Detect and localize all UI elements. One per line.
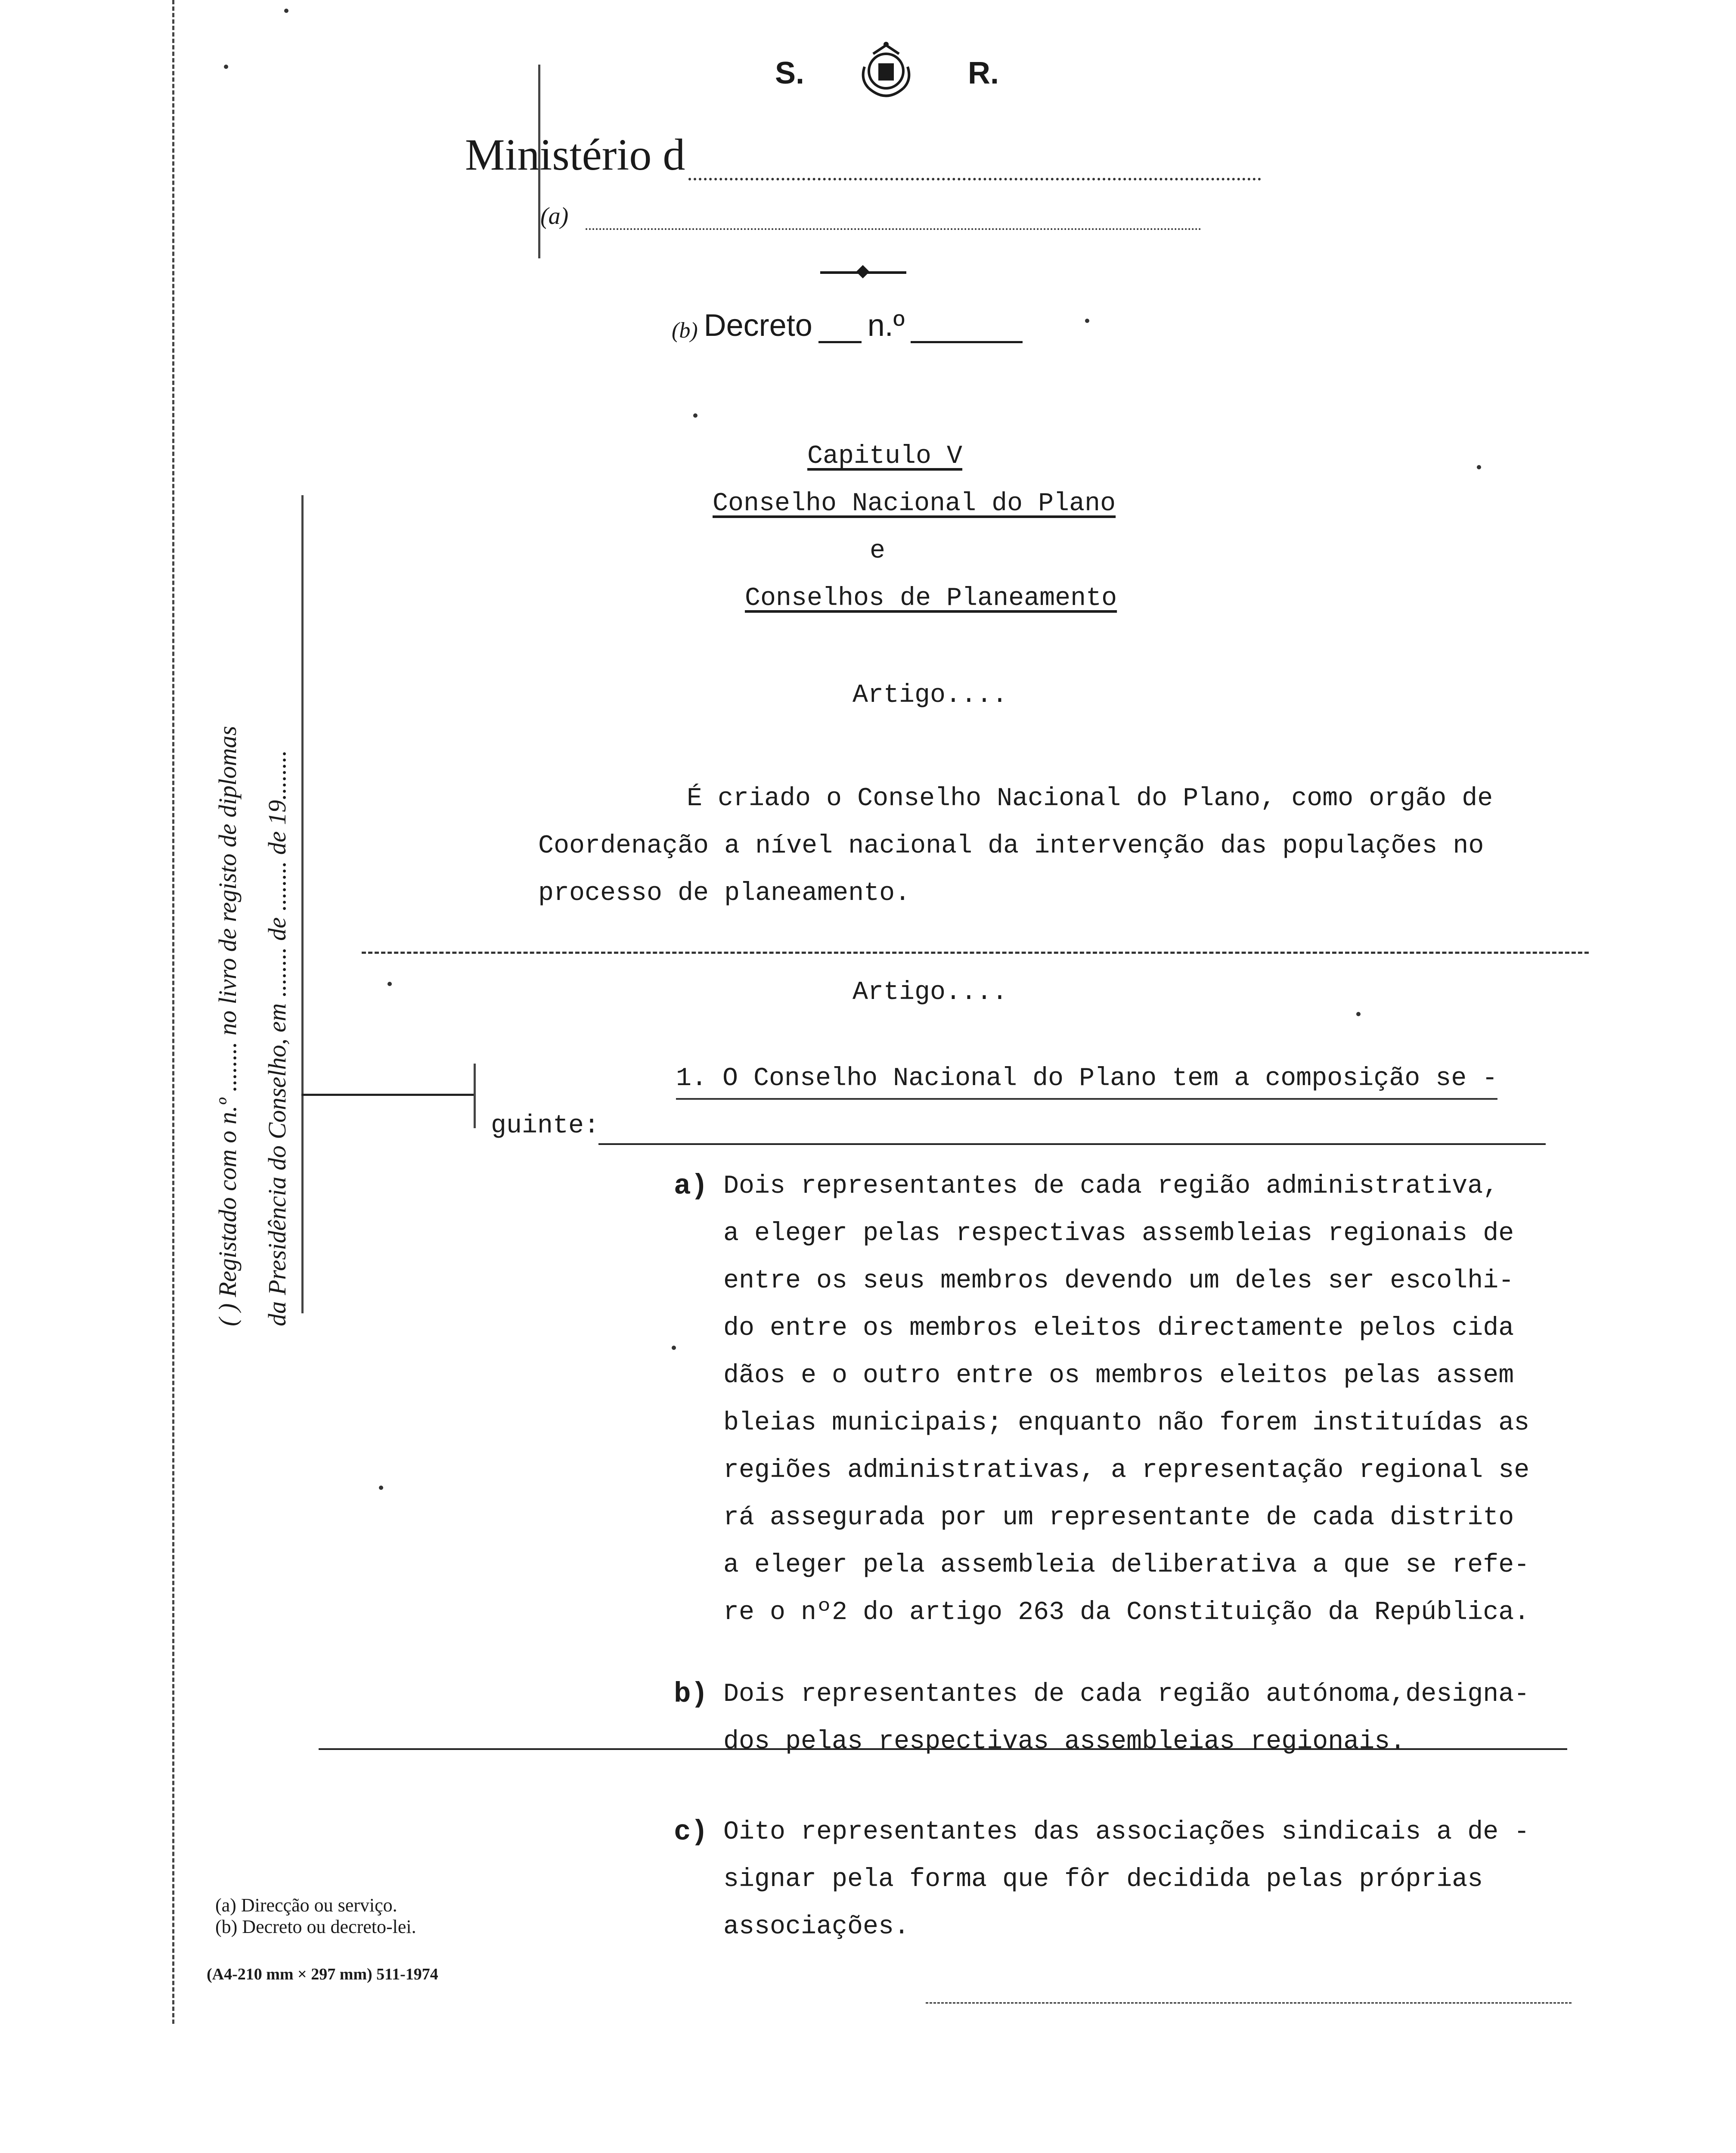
margin-rule	[301, 495, 304, 1313]
artigo2-label: Artigo....	[852, 978, 1008, 1007]
scan-speck	[379, 1486, 383, 1490]
item-a-line-3: do entre os membros eleitos directamente pelos cida	[723, 1314, 1514, 1343]
item-c-marker: c)	[674, 1816, 708, 1848]
item-b-marker: b)	[674, 1678, 708, 1710]
item-a-line-0: Dois representantes de cada região administrativa,	[723, 1172, 1499, 1201]
item-b-line-1: dos pelas respectivas assembleias regionais.	[723, 1727, 1406, 1756]
chapter-line1: Conselho Nacional do Plano	[713, 489, 1116, 518]
service-blank[interactable]	[586, 228, 1201, 230]
margin-tick	[474, 1064, 476, 1128]
header-sr	[775, 41, 999, 105]
scan-speck	[693, 413, 698, 418]
chapter-title: Capitulo V	[807, 442, 963, 471]
chapter-line2: e	[870, 537, 886, 566]
ornament-divider	[820, 271, 906, 277]
decreto-line	[672, 308, 1029, 343]
item-c-line-0: Oito representantes das associações sindicais a de -	[723, 1818, 1530, 1847]
footnote-a: (a) Direcção ou serviço.	[215, 1895, 397, 1916]
item-a-line-1: a eleger pelas respectivas assembleias regionais de	[723, 1219, 1514, 1248]
item-c-line-2: associações.	[723, 1912, 910, 1942]
chapter-line3: Conselhos de Planeamento	[745, 584, 1117, 613]
item-a-line-8: a eleger pela assembleia deliberativa a que se refe-	[723, 1551, 1530, 1580]
numero-label: n.º	[867, 308, 905, 343]
scan-speck	[284, 9, 288, 13]
item-a-marker: a)	[674, 1170, 708, 1202]
artigo2-item1-a: 1. O Conselho Nacional do Plano tem a composição se -	[676, 1059, 1497, 1100]
scan-speck	[224, 65, 228, 69]
item-b-line-0: Dois representantes de cada região autónoma,designa-	[723, 1680, 1530, 1709]
margin-cross-rule	[301, 1094, 474, 1096]
decreto-number-blank[interactable]	[911, 341, 1023, 343]
ministerio-blank[interactable]	[688, 178, 1261, 180]
item-a-line-4: dãos e o outro entre os membros eleitos pelas assem	[723, 1361, 1514, 1390]
decreto-type-blank[interactable]	[818, 341, 862, 343]
margin-registration-text: ( ) Registado com o n.º ........ no livro de registo de diplomas	[214, 726, 242, 1326]
b-marker: (b)	[672, 318, 698, 343]
item-a-line-2: entre os seus membros devendo um deles ser escolhi-	[723, 1266, 1514, 1296]
scan-speck	[672, 1346, 676, 1350]
footer-rule	[926, 2002, 1572, 2004]
scan-speck	[1085, 319, 1089, 323]
item-a-line-9: re o nº2 do artigo 263 da Constituição da República.	[723, 1598, 1530, 1627]
item-c-line-1: signar pela forma que fôr decidida pelas próprias	[723, 1865, 1483, 1894]
footnote-b: (b) Decreto ou decreto-lei.	[215, 1916, 416, 1937]
ministerio-label: Ministério d	[465, 130, 685, 180]
margin-presidency-text: da Presidência do Conselho, em ........ de ........ de 19........	[263, 750, 291, 1326]
margin-dash-line	[172, 0, 174, 2024]
artigo1-p1: É criado o Conselho Nacional do Plano, como orgão de	[687, 784, 1493, 813]
artigo1-p2: Coordenação a nível nacional da intervenção das populações no	[538, 831, 1484, 861]
item-b-rule	[319, 1748, 1567, 1750]
scan-speck	[388, 982, 392, 986]
section-rule	[362, 952, 1589, 954]
item-a-line-5: bleias municipais; enquanto não forem instituídas as	[723, 1408, 1530, 1438]
coat-of-arms-icon	[852, 41, 921, 105]
r-letter: R.	[968, 56, 999, 90]
artigo1-p3: processo de planeamento.	[538, 879, 911, 908]
ministerio-line	[465, 129, 1261, 180]
scan-speck	[1477, 465, 1481, 469]
s-letter: S.	[775, 56, 805, 90]
decreto-label: Decreto	[704, 308, 812, 343]
header-left-rule	[538, 65, 540, 258]
item-a-line-7: rá assegurada por um representante de cada distrito	[723, 1503, 1514, 1533]
item-a-line-6: regiões administrativas, a representação regional se	[723, 1456, 1530, 1485]
item1-rule	[598, 1143, 1546, 1145]
artigo1-label: Artigo....	[852, 681, 1008, 710]
service-line	[540, 202, 1201, 230]
scan-speck	[1356, 1012, 1361, 1016]
a-marker: (a)	[540, 203, 569, 230]
form-reference: (A4-210 mm × 297 mm) 511-1974	[207, 1965, 438, 1983]
artigo2-item1-b: guinte:	[491, 1111, 600, 1141]
